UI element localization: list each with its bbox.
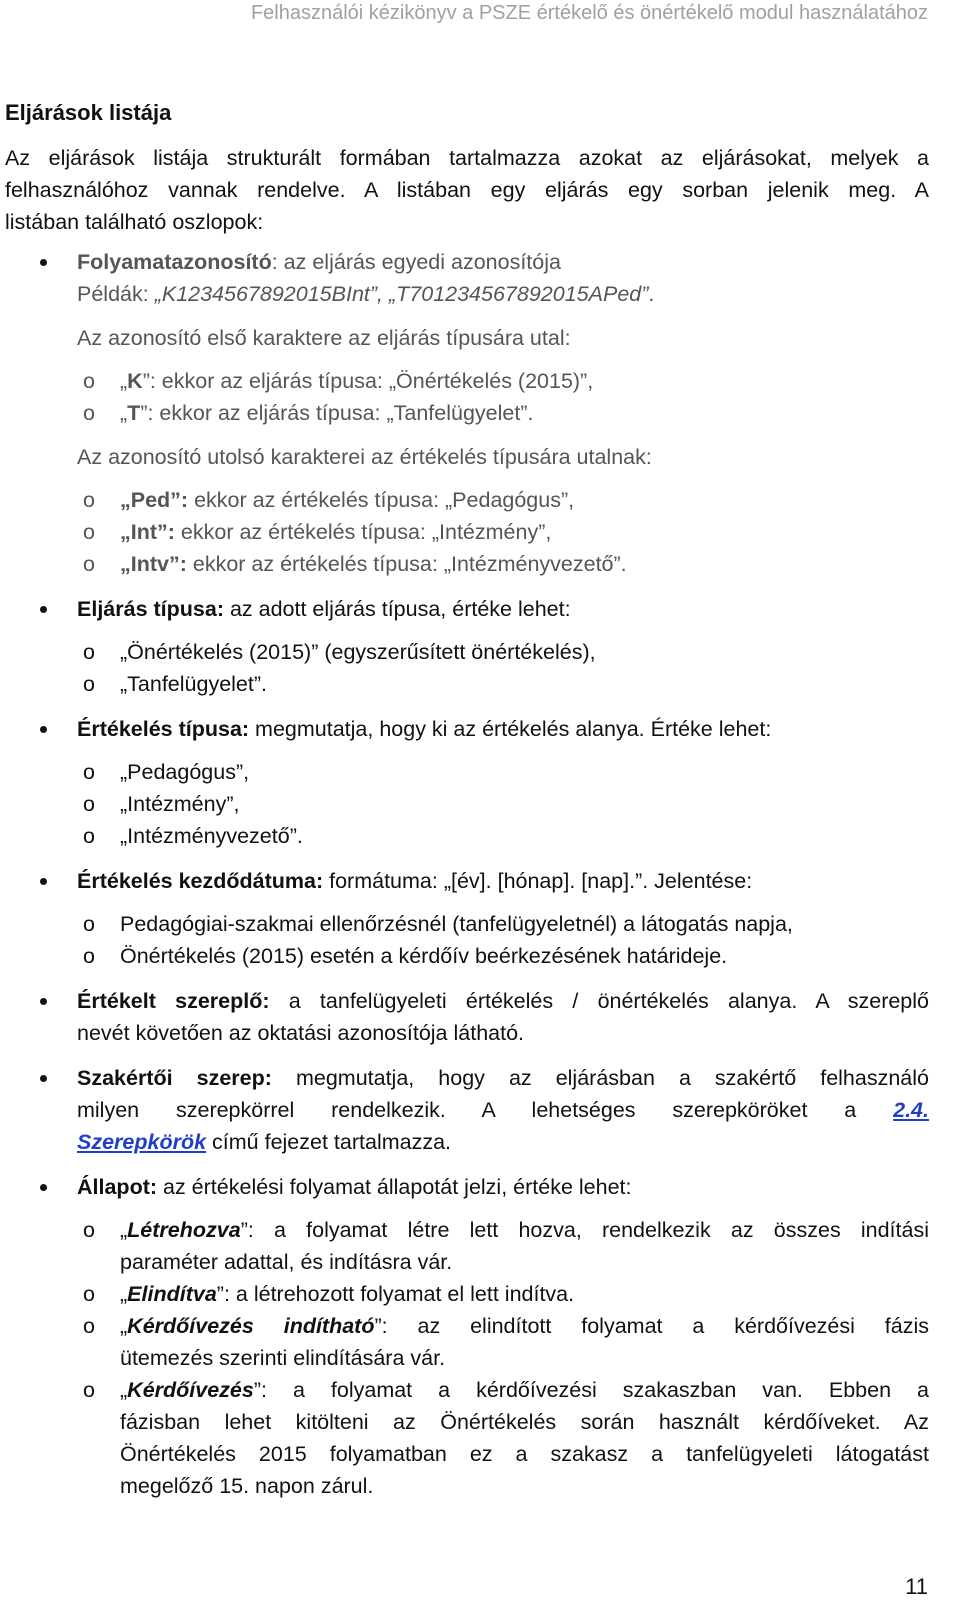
list-item: o „Létrehozva”: a folyamat létre lett hozva, rendelkezik az összes indítási paraméter adattal, és indításra vár. <box>77 1214 929 1278</box>
term: Állapot: <box>77 1175 158 1199</box>
intro-line: Az eljárások listája strukturált formában tartalmazza azokat az eljárásokat, melyek a <box>5 146 929 170</box>
list-item: o Önértékelés (2015) esetén a kérdőív beérkezésének határideje. <box>77 940 929 972</box>
list-item-ertekeles-tipusa <box>5 713 929 852</box>
list-item: o „Ped”: ekkor az értékelés típusa: „Pedagógus”, <box>77 484 929 516</box>
chapter-link-title[interactable]: Szerepkörök <box>77 1130 207 1154</box>
list-item: o „Önértékelés (2015)” (egyszerűsített önértékelés), <box>77 636 929 668</box>
list-item: o Pedagógiai-szakmai ellenőrzésnél (tanfelügyeletnél) a látogatás napja, <box>77 908 929 940</box>
page-content <box>5 96 929 1502</box>
circle-bullet-icon: o <box>83 552 95 576</box>
term-description: formátuma: „[év]. [hónap]. [nap].”. Jelentése: <box>323 869 753 893</box>
term-description: az értékelési folyamat állapotát jelzi, értéke lehet: <box>157 1175 632 1199</box>
bullet-icon <box>40 259 47 266</box>
term: Szakértői szerep: <box>77 1066 272 1090</box>
running-header: Felhasználói kézikönyv a PSZE értékelő és önértékelő modul használatához <box>250 2 928 24</box>
term: Folyamatazonosító <box>77 250 272 274</box>
intro-paragraph <box>5 142 929 238</box>
list-item-szakertoi-szerep: Szakértői szerep: megmutatja, hogy az eljárásban a szakértő felhasználó milyen szerepkörrel rendelkezik. A lehetséges szerepköröket a 2.4. Szerepkörök című fejezet tartalmazza. <box>5 1062 929 1158</box>
list-item: o „Intv”: ekkor az értékelés típusa: „Intézményvezető”. <box>77 548 929 580</box>
bullet-icon <box>40 1184 47 1191</box>
list-item: o „Intézmény”, <box>77 788 929 820</box>
list-item: o „Int”: ekkor az értékelés típusa: „Intézmény”, <box>77 516 929 548</box>
circle-bullet-icon: o <box>83 640 95 664</box>
circle-bullet-icon: o <box>83 520 95 544</box>
list-item: o „Elindítva”: a létrehozott folyamat el lett indítva. <box>77 1278 929 1310</box>
list-item: o „K”: ekkor az eljárás típusa: „Önértékelés (2015)”, <box>77 365 929 397</box>
status-list <box>77 1214 929 1502</box>
last-char-list <box>77 484 929 580</box>
circle-bullet-icon: o <box>83 1282 95 1306</box>
term-description: az adott eljárás típusa, értéke lehet: <box>223 597 571 621</box>
circle-bullet-icon: o <box>83 488 95 512</box>
circle-bullet-icon: o <box>83 760 95 784</box>
examples-end: . <box>648 282 655 306</box>
last-char-note: Az azonosító utolsó karakterei az értékelés típusára utalnak: <box>77 445 652 469</box>
examples: „K1234567892015BInt”, „T701234567892015APed” <box>154 282 649 306</box>
list-item: o „Kérdőívezés indítható”: az elindított folyamat a kérdőívezési fázis ütemezés szerinti elindítására vár. <box>77 1310 929 1374</box>
circle-bullet-icon: o <box>83 824 95 848</box>
term-description: : az eljárás egyedi azonosítója <box>271 250 561 274</box>
intro-line: listában található oszlopok: <box>5 210 264 234</box>
bullet-icon <box>40 1075 47 1082</box>
list-item-eljaras-tipusa <box>5 593 929 700</box>
circle-bullet-icon: o <box>83 1378 95 1402</box>
column-list <box>5 246 929 1502</box>
term-description: megmutatja, hogy ki az értékelés alanya. Értéke lehet: <box>249 717 772 741</box>
list-item-allapot <box>5 1171 929 1502</box>
list-item: o „Kérdőívezés”: a folyamat a kérdőívezési szakaszban van. Ebben a fázisban lehet kitölteni az Önértékelés során használt kérdőíveket. Az Önértékelés 2015 folyamatban ez a szakasz a tanfelügyeleti látogatást megelőző 15. napon zárul. <box>77 1374 929 1502</box>
page-number: 11 <box>905 1574 928 1599</box>
bullet-icon <box>40 726 47 733</box>
circle-bullet-icon: o <box>83 912 95 936</box>
intro-line: felhasználóhoz vannak rendelve. A listában egy eljárás egy sorban jelenik meg. A <box>5 178 929 202</box>
circle-bullet-icon: o <box>83 792 95 816</box>
list-item-ertekelt-szereplo: Értékelt szereplő: a tanfelügyeleti értékelés / önértékelés alanya. A szereplő nevét követően az oktatási azonosítója látható. <box>5 985 929 1049</box>
list-item: o „T”: ekkor az eljárás típusa: „Tanfelügyelet”. <box>77 397 929 429</box>
circle-bullet-icon: o <box>83 672 95 696</box>
term: Eljárás típusa: <box>77 597 224 621</box>
list-item-folyamatazonosito <box>5 246 929 580</box>
circle-bullet-icon: o <box>83 1218 95 1242</box>
value-list <box>77 908 929 972</box>
term: Értékelt szereplő: <box>77 989 270 1013</box>
list-item: o „Intézményvezető”. <box>77 820 929 852</box>
term: Értékelés típusa: <box>77 717 250 741</box>
value-list <box>77 756 929 852</box>
list-item: o „Tanfelügyelet”. <box>77 668 929 700</box>
examples-label: Példák: <box>77 282 155 306</box>
first-char-note: Az azonosító első karaktere az eljárás típusára utal: <box>77 326 571 350</box>
circle-bullet-icon: o <box>83 1314 95 1338</box>
term: Értékelés kezdődátuma: <box>77 869 324 893</box>
bullet-icon <box>40 998 47 1005</box>
circle-bullet-icon: o <box>83 369 95 393</box>
section-title: Eljárások listája <box>5 100 172 125</box>
first-char-list <box>77 365 929 429</box>
circle-bullet-icon: o <box>83 401 95 425</box>
chapter-link-number[interactable]: 2.4. <box>893 1098 929 1122</box>
circle-bullet-icon: o <box>83 944 95 968</box>
bullet-icon <box>40 606 47 613</box>
list-item-ertekeles-kezdodatuma <box>5 865 929 972</box>
value-list <box>77 636 929 700</box>
list-item: o „Pedagógus”, <box>77 756 929 788</box>
bullet-icon <box>40 878 47 885</box>
